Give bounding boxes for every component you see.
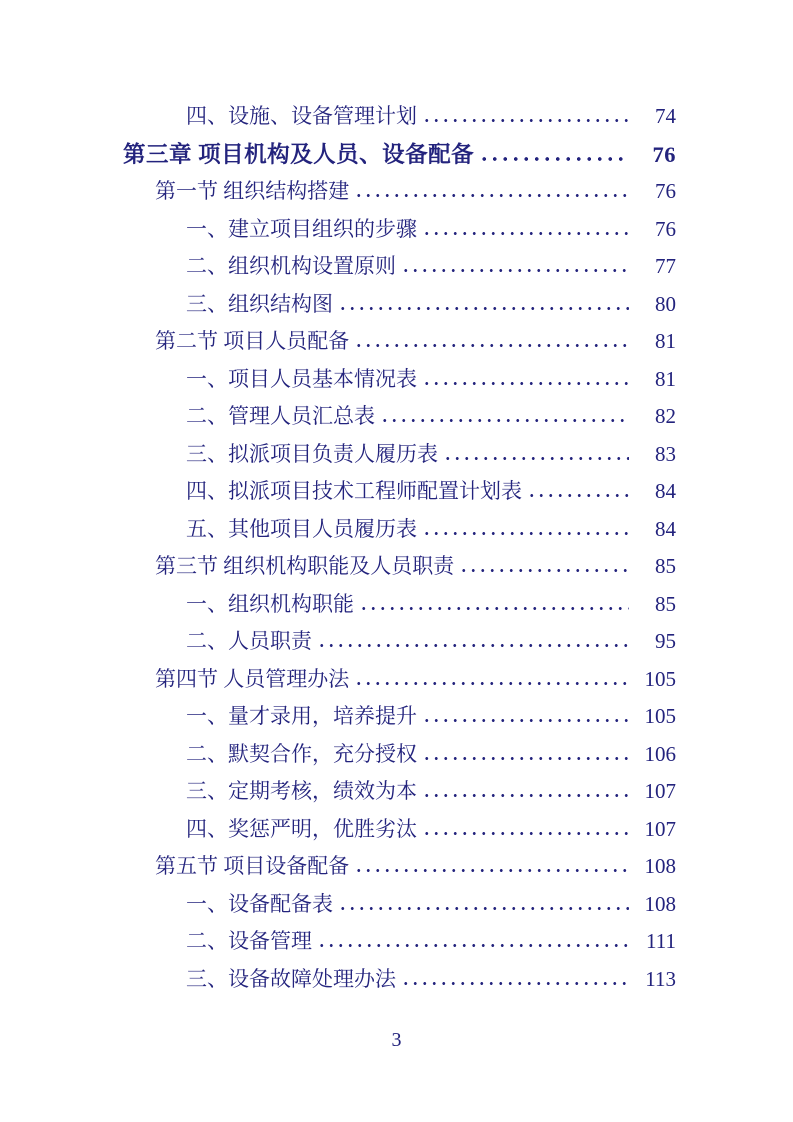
toc-entry-label: 第二节 项目人员配备 [155, 329, 350, 353]
toc-leader-dots [354, 343, 629, 348]
toc-leader-dots [443, 456, 629, 461]
toc-entry[interactable] [123, 848, 676, 886]
toc-leader-dots [354, 193, 629, 198]
toc-entry[interactable] [123, 548, 676, 586]
toc-leader-dots [338, 906, 629, 911]
toc-entry-label: 第一节 组织结构搭建 [155, 179, 350, 203]
toc-entry-label: 一、设备配备表 [186, 891, 333, 916]
toc-entry-page: 85 [655, 554, 676, 578]
toc-leader-dots [479, 156, 629, 162]
toc-leader-dots [527, 493, 629, 498]
toc-entry[interactable] [123, 436, 676, 474]
toc-entry[interactable] [123, 736, 676, 774]
toc-entry-page: 108 [644, 891, 676, 916]
toc-entry-page: 84 [655, 516, 676, 541]
toc-leader-dots [317, 943, 629, 948]
footer-page-number: 3 [391, 1029, 402, 1051]
toc-leader-dots [359, 606, 629, 611]
toc-entry[interactable] [123, 286, 676, 324]
toc-entry-page: 105 [644, 666, 676, 691]
toc-list [123, 98, 676, 998]
toc-entry-page: 76 [655, 179, 676, 203]
toc-entry-label: 四、奖惩严明，优胜劣汰 [186, 816, 417, 841]
toc-leader-dots [401, 981, 629, 986]
toc-leader-dots [380, 418, 629, 423]
toc-entry-label: 四、设施、设备管理计划 [186, 104, 417, 128]
toc-entry-label: 一、建立项目组织的步骤 [186, 216, 417, 241]
toc-entry[interactable] [123, 211, 676, 249]
toc-entry-label: 一、量才录用，培养提升 [186, 704, 417, 728]
toc-entry-label: 二、默契合作，充分授权 [186, 741, 417, 766]
toc-leader-dots [422, 831, 629, 836]
toc-entry-page: 74 [655, 104, 676, 128]
toc-entry-label: 第四节 人员管理办法 [155, 666, 350, 691]
toc-leader-dots [422, 793, 629, 798]
toc-entry[interactable] [123, 886, 676, 924]
toc-entry[interactable] [123, 661, 676, 699]
toc-entry-page: 107 [644, 816, 676, 841]
toc-entry-label: 三、定期考核，绩效为本 [186, 779, 417, 803]
toc-leader-dots [422, 718, 629, 723]
toc-leader-dots [422, 756, 629, 761]
toc-entry-page: 106 [644, 741, 676, 766]
toc-entry-page: 107 [644, 779, 676, 803]
toc-entry-label: 一、组织机构职能 [186, 591, 354, 616]
toc-leader-dots [401, 268, 629, 273]
toc-leader-dots [422, 118, 629, 123]
toc-leader-dots [459, 568, 629, 573]
toc-entry[interactable] [123, 361, 676, 399]
page-footer [0, 1026, 793, 1054]
toc-entry-page: 81 [655, 329, 676, 353]
toc-entry-label: 三、拟派项目负责人履历表 [186, 441, 438, 466]
toc-entry-label: 二、管理人员汇总表 [186, 404, 375, 428]
toc-entry[interactable] [123, 323, 676, 361]
toc-entry[interactable] [123, 248, 676, 286]
toc-entry-page: 113 [645, 966, 676, 991]
toc-entry-page: 111 [646, 929, 676, 953]
toc-entry-label: 一、项目人员基本情况表 [186, 366, 417, 391]
toc-entry-label: 二、组织机构设置原则 [186, 254, 396, 278]
toc-leader-dots [422, 231, 629, 236]
toc-entry[interactable] [123, 923, 676, 961]
toc-leader-dots [422, 531, 629, 536]
toc-entry-page: 95 [655, 629, 676, 653]
toc-entry-label: 三、组织结构图 [186, 291, 333, 316]
toc-entry-page: 77 [655, 254, 676, 278]
toc-entry[interactable] [123, 136, 676, 174]
toc-entry[interactable] [123, 398, 676, 436]
toc-entry[interactable] [123, 473, 676, 511]
toc-entry-label: 二、人员职责 [186, 629, 312, 653]
toc-entry-page: 105 [644, 704, 676, 728]
toc-entry-page: 81 [655, 366, 676, 391]
toc-entry[interactable] [123, 173, 676, 211]
toc-entry-label: 第五节 项目设备配备 [155, 854, 350, 878]
toc-entry[interactable] [123, 623, 676, 661]
toc-entry[interactable] [123, 698, 676, 736]
toc-entry-label: 四、拟派项目技术工程师配置计划表 [186, 479, 522, 503]
toc-entry-page: 80 [655, 291, 676, 316]
toc-entry-label: 三、设备故障处理办法 [186, 966, 396, 991]
toc-entry-page: 108 [644, 854, 676, 878]
toc-entry-label: 五、其他项目人员履历表 [186, 516, 417, 541]
toc-leader-dots [354, 868, 629, 873]
toc-entry-page: 84 [655, 479, 676, 503]
toc-entry-label: 二、设备管理 [186, 929, 312, 953]
toc-entry[interactable] [123, 961, 676, 999]
toc-entry[interactable] [123, 511, 676, 549]
toc-leader-dots [317, 643, 629, 648]
toc-entry-page: 76 [652, 141, 676, 167]
toc-leader-dots [338, 306, 629, 311]
toc-entry[interactable] [123, 98, 676, 136]
toc-entry[interactable] [123, 586, 676, 624]
toc-leader-dots [354, 681, 629, 686]
toc-leader-dots [422, 381, 629, 386]
toc-entry[interactable] [123, 773, 676, 811]
toc-entry[interactable] [123, 811, 676, 849]
toc-entry-page: 76 [655, 216, 676, 241]
toc-entry-page: 82 [655, 404, 676, 428]
toc-entry-label: 第三章 项目机构及人员、设备配备 [123, 141, 475, 167]
toc-entry-page: 85 [655, 591, 676, 616]
toc-entry-page: 83 [655, 441, 676, 466]
toc-entry-label: 第三节 组织机构职能及人员职责 [155, 554, 455, 578]
